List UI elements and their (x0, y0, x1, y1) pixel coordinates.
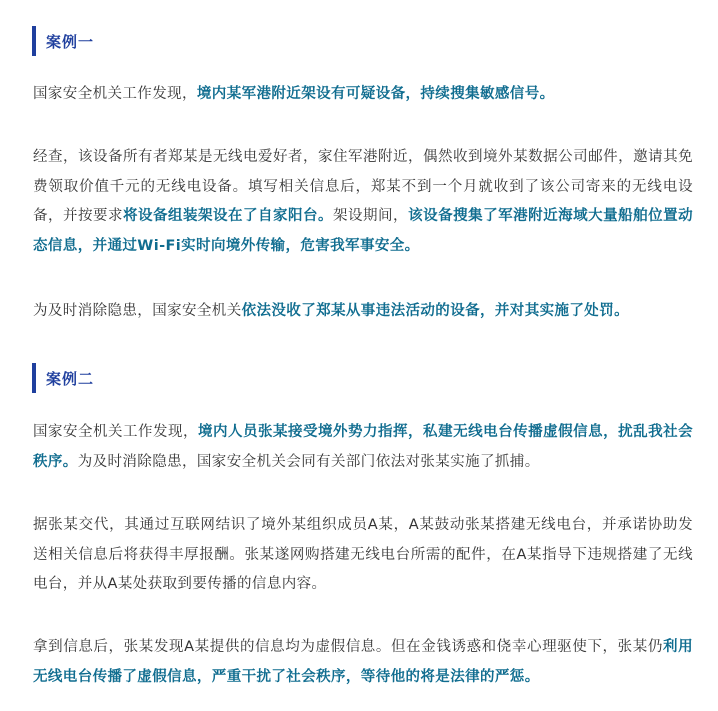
case-1-p2-highlight-2: 该设备搜集了军港附近海域大量船舶位置动态信息，并通过Wi-Fi实时向境外传输，危害我军事安全。 (33, 208, 693, 254)
case-1-p1-text: 国家安全机关工作发现， (33, 86, 197, 102)
case-2-paragraph-3 (33, 633, 693, 692)
case-2-p3-text: 拿到信息后，张某发现A某提供的信息均为虚假信息。但在金钱诱惑和侥幸心理驱使下，张某仍 (33, 639, 663, 655)
case-1-paragraph-1 (33, 80, 693, 110)
case-2-heading (32, 362, 94, 394)
case-1-paragraph-3 (33, 297, 693, 327)
case-2-p1-text-1: 国家安全机关工作发现， (33, 424, 199, 440)
case-2-title: 案例二 (46, 369, 95, 388)
case-2-p2-text: 据张某交代，其通过互联网结识了境外某组织成员A某，A某鼓动张某搭建无线电台，并承诺协助发送相关信息后将获得丰厚报酬。张某遂网购搭建无线电台所需的配件，在A某指导下违规搭建了无线电台，并从A某处获取到要传播的信息内容。 (33, 517, 693, 592)
case-1-p3-text: 为及时消除隐患，国家安全机关 (33, 303, 242, 319)
case-2-p1-text-2: 为及时消除隐患，国家安全机关会同有关部门依法对张某实施了抓捕。 (77, 453, 540, 470)
case-1-heading (32, 25, 94, 57)
case-2-paragraph-1 (33, 418, 693, 477)
case-1-accent-bar (32, 26, 36, 56)
case-2-paragraph-2 (33, 511, 693, 600)
case-1-p1-highlight: 境内某军港附近架设有可疑设备，持续搜集敏感信号。 (196, 86, 555, 102)
case-1-p2-text-1: 经查，该设备所有者郑某是无线电爱好者，家住军港附近，偶然收到境外某数据公司邮件，邀请其免费领取价值千元的无线电设备。填写相关信息后，郑某不到一个月就收到了该公司寄来的无线电设备，并按要求 (33, 149, 693, 224)
case-1-title: 案例一 (46, 32, 95, 51)
case-1-p3-highlight: 依法没收了郑某从事违法活动的设备，并对其实施了处罚。 (241, 303, 630, 319)
case-2-accent-bar (32, 363, 36, 393)
case-2-p3-highlight: 利用无线电台传播了虚假信息，严重干扰了社会秩序，等待他的将是法律的严惩。 (33, 639, 693, 685)
case-1-p2-highlight-1: 将设备组装架设在了自家阳台。 (123, 208, 334, 224)
case-1-p2-text-2: 架设期间， (333, 208, 409, 224)
case-2-p1-highlight: 境内人员张某接受境外势力指挥，私建无线电台传播虚假信息，扰乱我社会秩序。 (33, 424, 693, 470)
case-1-paragraph-2 (33, 143, 693, 261)
